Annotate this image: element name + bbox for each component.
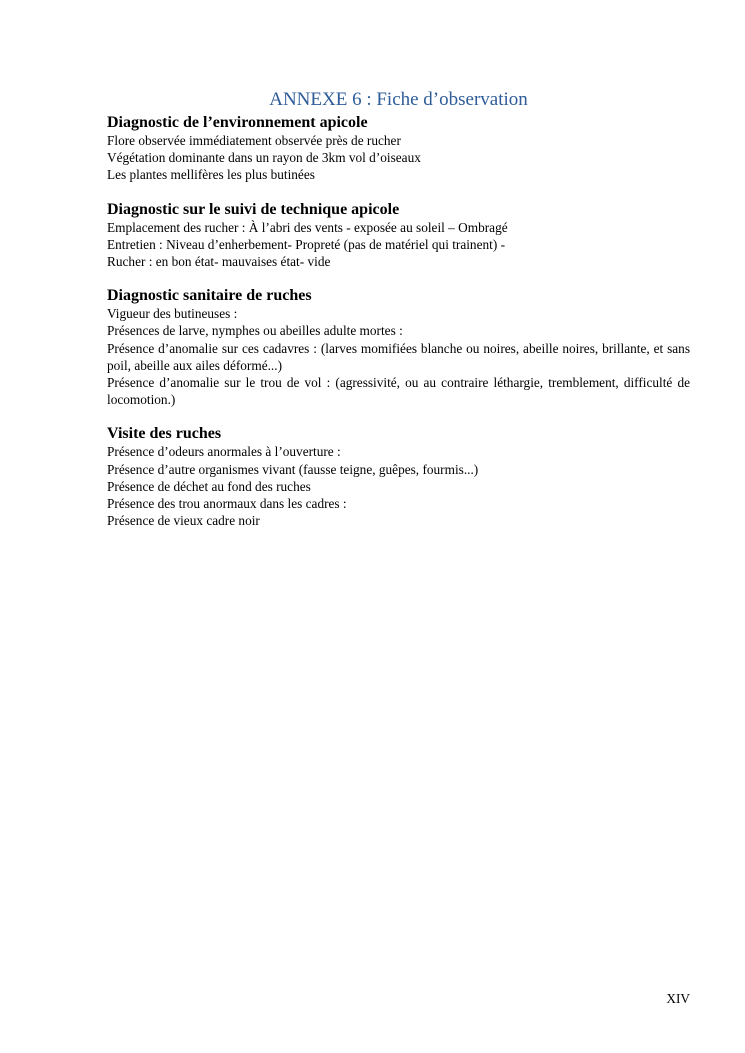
section-heading: Diagnostic sur le suivi de technique apicole — [107, 200, 400, 218]
page-title: ANNEXE 6 : Fiche d’observation — [269, 89, 528, 110]
observation-line: Emplacement des rucher : À l’abri des vents - exposée au soleil – Ombragé — [107, 219, 508, 235]
section-heading: Visite des ruches — [107, 425, 222, 443]
observation-line: Végétation dominante dans un rayon de 3km vol d’oiseaux — [107, 150, 421, 166]
observation-line: Présence d’anomalie sur le trou de vol : (agressivité, ou au contraire léthargie, tremblement, difficulté de locomotion.) — [107, 375, 690, 408]
observation-sheet — [107, 113, 690, 545]
section-sanitary — [107, 286, 690, 408]
observation-line: Présence de déchet au fond des ruches — [107, 478, 311, 494]
section-heading: Diagnostic sanitaire de ruches — [107, 287, 312, 305]
observation-line: Présence d’odeurs anormales à l’ouverture : — [107, 444, 341, 460]
section-hive-visit — [107, 424, 690, 529]
observation-line: Présence des trou anormaux dans les cadres : — [107, 496, 347, 512]
section-heading: Diagnostic de l’environnement apicole — [107, 114, 368, 131]
observation-line: Présences de larve, nymphes ou abeilles adulte mortes : — [107, 323, 403, 339]
observation-line: Présence d’autre organismes vivant (fausse teigne, guêpes, fourmis...) — [107, 461, 479, 477]
observation-line: Présence d’anomalie sur ces cadavres : (larves momifiées blanche ou noires, abeille noires, brillante, et sans poil, abeille aux ailes déformé...) — [107, 340, 690, 373]
observation-line: Rucher : en bon état- mauvaises état- vide — [107, 254, 331, 270]
section-environment — [107, 113, 690, 184]
observation-line: Présence de vieux cadre noir — [107, 513, 260, 529]
section-technique — [107, 200, 690, 271]
observation-line: Vigueur des butineuses : — [107, 306, 238, 322]
observation-line: Flore observée immédiatement observée près de rucher — [107, 133, 401, 148]
page-number: XIV — [666, 991, 690, 1006]
observation-line: Les plantes mellifères les plus butinées — [107, 167, 315, 183]
observation-line: Entretien : Niveau d’enherbement- Propreté (pas de matériel qui trainent) - — [107, 236, 506, 252]
